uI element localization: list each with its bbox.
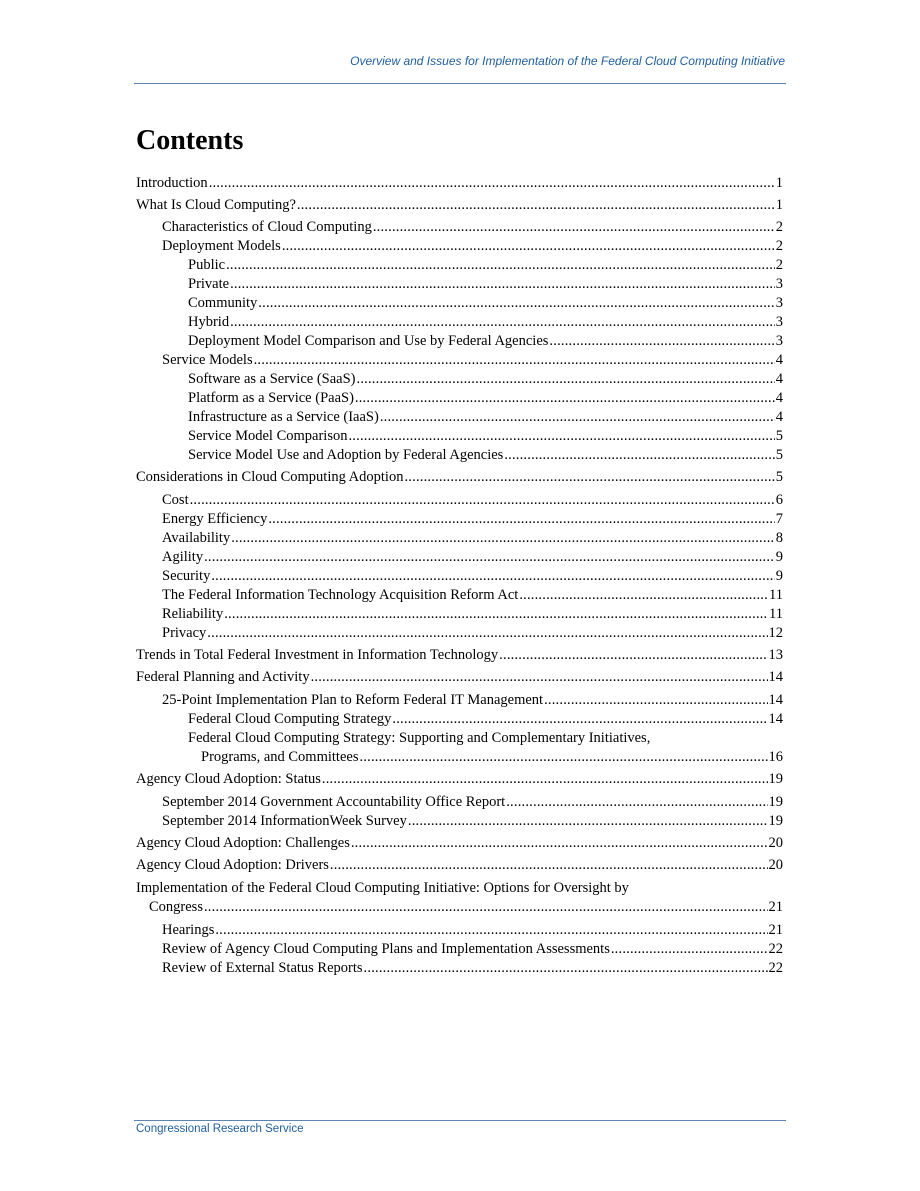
toc-page-number: 21 <box>768 899 783 915</box>
toc-entry-characteristics[interactable] <box>162 218 783 237</box>
toc-entry-energy-efficiency[interactable] <box>162 510 783 529</box>
toc-entry-title: Federal Planning and Activity <box>136 669 310 685</box>
toc-entry-title: What Is Cloud Computing? <box>136 197 296 213</box>
toc-entry-title: Infrastructure as a Service (IaaS) <box>188 409 379 425</box>
toc-entry-title: Service Models <box>162 352 253 368</box>
toc-entry-adoption-status[interactable] <box>136 770 783 789</box>
dot-leader <box>204 898 768 917</box>
dot-leader <box>209 174 775 193</box>
dot-leader <box>190 491 775 510</box>
toc-entry-title: The Federal Information Technology Acquisition Reform Act <box>162 587 519 603</box>
toc-entry-title: Introduction <box>136 175 208 191</box>
toc-page-number: 7 <box>775 511 783 527</box>
toc-page-number: 20 <box>768 835 783 851</box>
page-title: Contents <box>136 125 244 156</box>
toc-entry-title: Considerations in Cloud Computing Adoption <box>136 469 404 485</box>
toc-entry-public[interactable] <box>188 256 783 275</box>
toc-page-number: 4 <box>775 390 783 406</box>
toc-entry-oversight-options[interactable] <box>136 879 783 917</box>
toc-entry-paas[interactable] <box>188 389 783 408</box>
toc-entry-title: Implementation of the Federal Cloud Computing Initiative: Options for Oversight by <box>136 880 629 896</box>
toc-entry-title-continued: Congress <box>149 899 203 915</box>
dot-leader <box>549 332 774 351</box>
dot-leader <box>282 237 775 256</box>
dot-leader <box>404 468 774 487</box>
dot-leader <box>322 770 768 789</box>
toc-entry-private[interactable] <box>188 275 783 294</box>
dot-leader <box>348 427 774 446</box>
dot-leader <box>611 940 768 959</box>
toc-entry-title: Deployment Models <box>162 238 281 254</box>
toc-entry-informationweek-survey[interactable] <box>162 812 783 831</box>
dot-leader <box>519 586 768 605</box>
toc-page-number: 2 <box>775 257 783 273</box>
toc-page-number: 11 <box>769 587 783 603</box>
running-header: Overview and Issues for Implementation of the Federal Cloud Computing Initiative <box>350 54 785 68</box>
toc-page-number: 21 <box>768 922 783 938</box>
toc-page-number: 3 <box>775 314 783 330</box>
dot-leader <box>224 605 768 624</box>
toc-entry-title: Agency Cloud Adoption: Status <box>136 771 321 787</box>
toc-entry-service-use[interactable] <box>188 446 783 465</box>
toc-entry-service-comparison[interactable] <box>188 427 783 446</box>
toc-entry-supporting-initiatives[interactable] <box>188 729 783 767</box>
toc-entry-title: Platform as a Service (PaaS) <box>188 390 354 406</box>
toc-entry-title: Agency Cloud Adoption: Challenges <box>136 835 350 851</box>
toc-entry-cost[interactable] <box>162 491 783 510</box>
toc-page-number: 3 <box>775 276 783 292</box>
dot-leader <box>351 834 768 853</box>
toc-entry-title: Agility <box>162 549 204 565</box>
toc-entry-title: Hybrid <box>188 314 230 330</box>
footer-rule <box>134 1120 786 1121</box>
dot-leader <box>504 446 774 465</box>
dot-leader <box>297 196 775 215</box>
dot-leader <box>499 646 767 665</box>
toc-page-number: 5 <box>775 428 783 444</box>
toc-page-number: 4 <box>775 409 783 425</box>
toc-page-number: 5 <box>775 447 783 463</box>
toc-entry-gao-report[interactable] <box>162 793 783 812</box>
toc-entry-title: Software as a Service (SaaS) <box>188 371 356 387</box>
toc-entry-introduction[interactable] <box>136 174 783 193</box>
toc-entry-title: Public <box>188 257 226 273</box>
toc-page-number: 2 <box>775 238 783 254</box>
toc-entry-title: Energy Efficiency <box>162 511 268 527</box>
dot-leader <box>408 812 768 831</box>
dot-leader <box>373 218 775 237</box>
toc-entry-community[interactable] <box>188 294 783 313</box>
toc-page-number: 3 <box>775 295 783 311</box>
dot-leader <box>359 748 767 767</box>
toc-page-number: 20 <box>768 857 783 873</box>
toc-page-number: 4 <box>775 371 783 387</box>
toc-entry-title: Trends in Total Federal Investment in Information Technology <box>136 647 499 663</box>
toc-entry-service-models[interactable] <box>162 351 783 370</box>
toc-entry-title: Security <box>162 568 211 584</box>
toc-entry-considerations[interactable] <box>136 468 783 487</box>
dot-leader <box>392 710 767 729</box>
toc-page-number: 14 <box>768 692 783 708</box>
toc-page-number: 22 <box>768 941 783 957</box>
toc-entry-what-is-cloud-computing[interactable] <box>136 196 783 215</box>
toc-entry-iaas[interactable] <box>188 408 783 427</box>
toc-entry-title: Federal Cloud Computing Strategy <box>188 711 392 727</box>
dot-leader <box>211 567 774 586</box>
dot-leader <box>268 510 774 529</box>
toc-page-number: 2 <box>775 219 783 235</box>
toc-page-number: 5 <box>775 469 783 485</box>
toc-page-number: 22 <box>768 960 783 976</box>
toc-entry-title-continued: Programs, and Committees <box>201 749 359 765</box>
toc-entry-title: Service Model Comparison <box>188 428 348 444</box>
toc-page-number: 1 <box>775 175 783 191</box>
toc-entry-title: September 2014 Government Accountability Office Report <box>162 794 506 810</box>
dot-leader <box>544 691 767 710</box>
toc-entry-privacy[interactable] <box>162 624 783 643</box>
dot-leader <box>380 408 775 427</box>
toc-page-number: 14 <box>768 711 783 727</box>
toc-entry-title: Availability <box>162 530 231 546</box>
dot-leader <box>231 529 775 548</box>
toc-page-number: 4 <box>775 352 783 368</box>
dot-leader <box>311 668 768 687</box>
dot-leader <box>226 256 775 275</box>
toc-page-number: 19 <box>768 771 783 787</box>
toc-page-number: 16 <box>768 749 783 765</box>
toc-page-number: 6 <box>775 492 783 508</box>
toc-entry-hearings[interactable] <box>162 921 783 940</box>
dot-leader <box>506 793 767 812</box>
toc-page-number: 14 <box>768 669 783 685</box>
toc-entry-title: Review of External Status Reports <box>162 960 363 976</box>
toc-entry-title: Cost <box>162 492 189 508</box>
toc-page-number: 12 <box>768 625 783 641</box>
toc-entry-deployment-models[interactable] <box>162 237 783 256</box>
toc-page-number: 11 <box>769 606 783 622</box>
toc-page-number: 19 <box>768 794 783 810</box>
toc-entry-title: Deployment Model Comparison and Use by Federal Agencies <box>188 333 549 349</box>
toc-page-number: 3 <box>775 333 783 349</box>
footer-publisher: Congressional Research Service <box>136 1123 304 1135</box>
dot-leader <box>204 548 775 567</box>
toc-entry-review-agency-plans[interactable] <box>162 940 783 959</box>
toc-entry-title: Private <box>188 276 230 292</box>
dot-leader <box>230 275 775 294</box>
toc-entry-trends[interactable] <box>136 646 783 665</box>
toc-entry-cloud-strategy[interactable] <box>188 710 783 729</box>
toc-entry-title: Agency Cloud Adoption: Drivers <box>136 857 329 873</box>
toc-entry-deployment-comparison[interactable] <box>188 332 783 351</box>
toc-page-number: 8 <box>775 530 783 546</box>
toc-entry-title: Reliability <box>162 606 224 622</box>
dot-leader <box>330 856 768 875</box>
dot-leader <box>230 313 775 332</box>
toc-page-number: 1 <box>775 197 783 213</box>
toc-entry-hybrid[interactable] <box>188 313 783 332</box>
toc-entry-reliability[interactable] <box>162 605 783 624</box>
toc-entry-saas[interactable] <box>188 370 783 389</box>
dot-leader <box>355 389 775 408</box>
toc-page-number: 19 <box>768 813 783 829</box>
toc-page-number: 9 <box>775 549 783 565</box>
toc-entry-25-point-plan[interactable] <box>162 691 783 710</box>
toc-entry-agility[interactable] <box>162 548 783 567</box>
toc-page-number: 13 <box>768 647 783 663</box>
toc-entry-title: Community <box>188 295 258 311</box>
toc-entry-availability[interactable] <box>162 529 783 548</box>
toc-entry-title: 25-Point Implementation Plan to Reform Federal IT Management <box>162 692 544 708</box>
toc-entry-title: Hearings <box>162 922 215 938</box>
dot-leader <box>254 351 775 370</box>
toc-entry-title: Service Model Use and Adoption by Federal Agencies <box>188 447 504 463</box>
toc-entry-security[interactable] <box>162 567 783 586</box>
toc-entry-title: Federal Cloud Computing Strategy: Supporting and Complementary Initiatives, <box>188 730 651 746</box>
toc-entry-federal-planning[interactable] <box>136 668 783 687</box>
header-rule <box>134 83 786 84</box>
dot-leader <box>364 959 768 978</box>
toc-entry-title: Privacy <box>162 625 207 641</box>
toc-entry-title: Characteristics of Cloud Computing <box>162 219 372 235</box>
toc-page-number: 9 <box>775 568 783 584</box>
toc-entry-title: September 2014 InformationWeek Survey <box>162 813 407 829</box>
toc-entry-fitara[interactable] <box>162 586 783 605</box>
toc-entry-review-external-reports[interactable] <box>162 959 783 978</box>
dot-leader <box>207 624 767 643</box>
dot-leader <box>258 294 774 313</box>
toc-entry-title: Review of Agency Cloud Computing Plans and Implementation Assessments <box>162 941 610 957</box>
toc-entry-adoption-drivers[interactable] <box>136 856 783 875</box>
toc-entry-adoption-challenges[interactable] <box>136 834 783 853</box>
dot-leader <box>357 370 775 389</box>
dot-leader <box>215 921 767 940</box>
